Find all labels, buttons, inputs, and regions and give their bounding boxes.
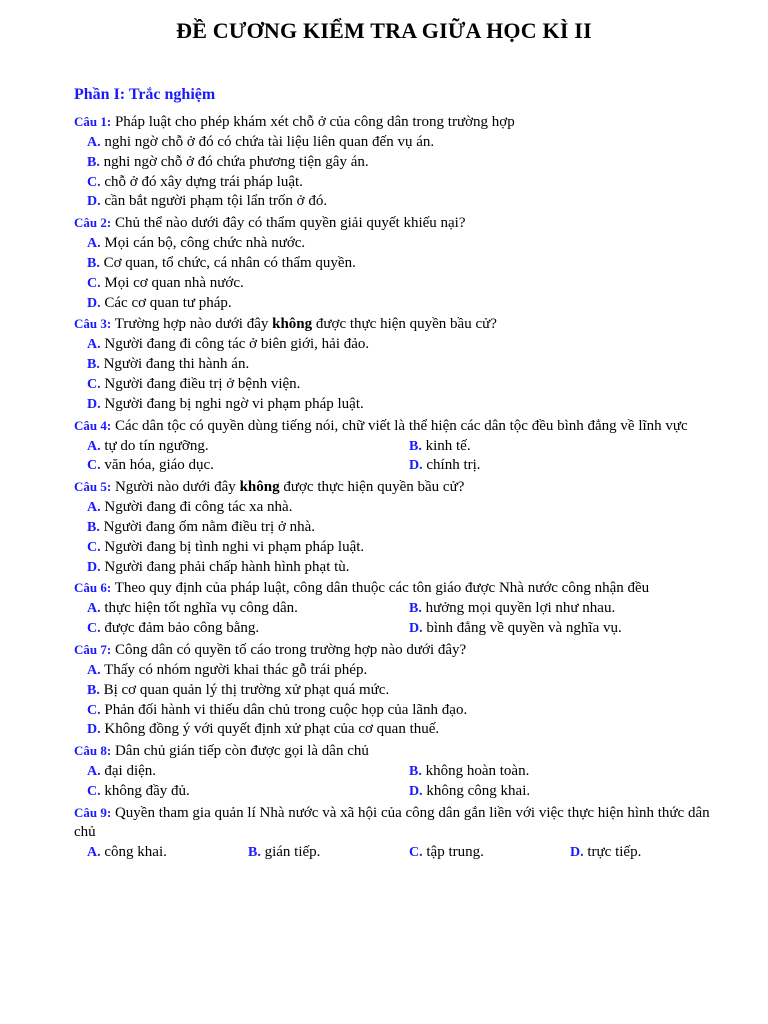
question-text [74, 640, 734, 660]
option-label: B. [409, 438, 422, 454]
answer-option-d [87, 720, 439, 740]
option-text: được đảm bảo công bằng. [104, 620, 260, 637]
answer-options [87, 762, 734, 802]
question-label: Câu 8: [74, 743, 112, 759]
option-text: tập trung. [426, 843, 484, 860]
option-row [87, 619, 734, 639]
answer-options [87, 661, 734, 740]
answer-options [87, 437, 734, 477]
option-label: A. [87, 662, 101, 678]
question-label: Câu 3: [74, 316, 112, 332]
option-text: Các cơ quan tư pháp. [104, 294, 232, 311]
option-text: tự do tín ngưỡng. [104, 437, 209, 454]
option-text: Người đang đi công tác xa nhà. [104, 499, 293, 516]
answer-options [87, 335, 734, 414]
option-label: C. [87, 275, 101, 291]
question-4 [74, 416, 734, 477]
question-stem: Dân chủ gián tiếp còn được gọi là dân chủ [114, 743, 369, 760]
option-text: Người đang thi hành án. [103, 356, 250, 373]
option-label: D. [570, 844, 584, 860]
option-text: Người đang ốm nằm điều trị ở nhà. [103, 518, 316, 535]
question-stem-start: Người nào dưới đây [114, 479, 236, 496]
question-3 [74, 314, 734, 414]
option-row [87, 192, 734, 212]
answer-option-c [87, 619, 409, 639]
option-row [87, 558, 734, 578]
option-text: cần bắt người phạm tội lẩn trốn ở đó. [104, 193, 328, 210]
answer-option-c [87, 456, 409, 476]
option-label: B. [409, 601, 422, 617]
question-text [74, 578, 734, 598]
option-row [87, 133, 734, 153]
option-label: C. [87, 702, 101, 718]
option-row [87, 538, 734, 558]
option-text: Người đang bị nghi ngờ vi phạm pháp luật. [104, 395, 364, 412]
question-text [74, 477, 734, 497]
question-label: Câu 2: [74, 215, 112, 231]
option-row [87, 274, 734, 294]
option-row [87, 720, 734, 740]
option-label: B. [87, 519, 100, 535]
option-text: bình đẳng về quyền và nghĩa vụ. [426, 620, 622, 637]
option-label: D. [87, 722, 101, 738]
answer-option-c [87, 375, 300, 395]
answer-option-a [87, 498, 292, 518]
question-stem: Quyền tham gia quản lí Nhà nước và xã hội của công dân gắn liền với việc thực hiện hình thức dân chủ [74, 804, 710, 840]
option-label: D. [409, 458, 423, 474]
question-label: Câu 6: [74, 580, 112, 596]
question-text [74, 314, 734, 334]
option-label: B. [248, 844, 261, 860]
question-text [74, 416, 734, 436]
section-title: Phần I: Trắc nghiệm [74, 86, 216, 103]
answer-option-c [87, 538, 364, 558]
answer-options [87, 498, 734, 577]
option-label: C. [87, 539, 101, 555]
answer-option-a [87, 762, 409, 782]
option-row [87, 661, 734, 681]
option-row [87, 294, 734, 314]
option-label: B. [87, 255, 100, 271]
answer-option-d [570, 843, 731, 863]
answer-options [87, 843, 734, 863]
option-row [87, 375, 734, 395]
option-text: đại diện. [104, 763, 157, 780]
question-8 [74, 741, 734, 802]
question-text [74, 741, 734, 761]
option-label: D. [409, 783, 423, 799]
option-row [87, 701, 734, 721]
option-row [87, 254, 734, 274]
question-stem: Các dân tộc có quyền dùng tiếng nói, chữ viết là thể hiện các dân tộc đều bình đẳng về lĩnh vực [114, 417, 688, 434]
option-label: A. [87, 500, 101, 516]
question-stem: Chủ thể nào dưới đây có thẩm quyền giải quyết khiếu nại? [114, 215, 466, 232]
option-label: C. [87, 174, 101, 190]
option-text: chính trị. [426, 457, 481, 474]
question-label: Câu 5: [74, 479, 112, 495]
answer-option-a [87, 661, 367, 681]
option-text: Thấy có nhóm người khai thác gỗ trái phép. [104, 661, 368, 678]
question-stem-end: được thực hiện quyền bầu cử? [283, 479, 465, 496]
option-row [87, 456, 734, 476]
option-row [87, 681, 734, 701]
option-text: Người đang phải chấp hành hình phạt tù. [104, 558, 350, 575]
option-text: Người đang điều trị ở bệnh viện. [104, 375, 301, 392]
option-row [87, 437, 734, 457]
option-label: D. [87, 396, 101, 412]
question-stem-start: Trường hợp nào dưới đây [114, 316, 269, 333]
option-text: văn hóa, giáo dục. [104, 457, 214, 474]
answer-option-b [87, 254, 356, 274]
answer-option-b [409, 599, 731, 619]
question-stem-emphasis: không [272, 316, 313, 333]
answer-option-a [87, 599, 409, 619]
option-text: không đầy đủ. [104, 782, 190, 799]
option-label: D. [87, 559, 101, 575]
option-text: Mọi cán bộ, công chức nhà nước. [104, 235, 306, 252]
option-label: B. [87, 357, 100, 373]
option-text: nghi ngờ chỗ ở đó có chứa tài liệu liên quan đến vụ án. [104, 134, 435, 150]
answer-option-d [87, 294, 232, 314]
option-label: A. [87, 438, 101, 454]
option-label: C. [87, 376, 101, 392]
option-text: thực hiện tốt nghĩa vụ công dân. [104, 600, 298, 617]
answer-option-c [87, 701, 467, 721]
answer-option-b [248, 843, 409, 863]
option-text: kinh tế. [425, 437, 471, 454]
option-row [87, 843, 734, 863]
question-stem: Công dân có quyền tố cáo trong trường hợp nào dưới đây? [114, 641, 467, 658]
answer-option-a [87, 133, 434, 153]
answer-option-a [87, 234, 305, 254]
answer-options [87, 234, 734, 313]
option-label: A. [87, 135, 101, 150]
option-row [87, 782, 734, 802]
option-label: C. [409, 844, 423, 860]
question-7 [74, 640, 734, 740]
option-text: Người đang đi công tác ở biên giới, hải đảo. [104, 336, 370, 353]
answer-option-a [87, 437, 409, 457]
question-stem-end: được thực hiện quyền bầu cử? [315, 316, 497, 333]
answer-option-d [87, 192, 327, 212]
question-list [74, 112, 734, 863]
option-label: D. [87, 295, 101, 311]
option-label: D. [87, 194, 101, 210]
option-row [87, 498, 734, 518]
answer-options [87, 599, 734, 639]
answer-option-a [87, 335, 369, 355]
option-text: không công khai. [426, 782, 531, 799]
option-label: A. [87, 601, 101, 617]
option-row [87, 355, 734, 375]
option-text: hưởng mọi quyền lợi như nhau. [425, 600, 616, 617]
answer-option-c [87, 173, 303, 193]
option-label: C. [87, 458, 101, 474]
question-5 [74, 477, 734, 577]
option-label: D. [409, 621, 423, 637]
option-row [87, 518, 734, 538]
option-label: C. [87, 621, 101, 637]
option-label: C. [87, 783, 101, 799]
question-1 [74, 112, 734, 212]
option-text: không hoàn toàn. [425, 763, 530, 780]
option-text: nghi ngờ chỗ ở đó chứa phương tiện gây án. [103, 153, 369, 170]
question-stem-emphasis: không [239, 479, 280, 496]
answer-option-b [87, 681, 389, 701]
option-row [87, 173, 734, 193]
question-2 [74, 213, 734, 313]
question-stem: Pháp luật cho phép khám xét chỗ ở của công dân trong trường hợp [114, 114, 515, 130]
option-label: B. [409, 764, 422, 780]
question-text [74, 213, 734, 233]
option-text: Bị cơ quan quản lý thị trường xử phạt quá mức. [103, 681, 390, 698]
option-text: Người đang bị tình nghi vi phạm pháp luật. [104, 538, 365, 555]
answer-option-d [409, 619, 731, 639]
option-text: chỗ ở đó xây dựng trái pháp luật. [104, 173, 303, 190]
option-text: Phản đối hành vi thiếu dân chủ trong cuộc họp của lãnh đạo. [104, 701, 468, 718]
question-label: Câu 9: [74, 804, 112, 820]
answer-option-c [87, 782, 409, 802]
option-text: Cơ quan, tổ chức, cá nhân có thẩm quyền. [103, 254, 356, 271]
option-row [87, 234, 734, 254]
answer-option-b [409, 762, 731, 782]
answer-options [87, 133, 734, 212]
answer-option-a [87, 843, 248, 863]
question-stem: Theo quy định của pháp luật, công dân thuộc các tôn giáo được Nhà nước công nhận đều [114, 580, 650, 597]
question-6 [74, 578, 734, 639]
question-9 [74, 803, 734, 863]
question-text [74, 803, 734, 842]
question-text [74, 112, 734, 132]
option-label: B. [87, 682, 100, 698]
option-row [87, 395, 734, 415]
answer-option-c [409, 843, 570, 863]
answer-option-b [87, 355, 249, 375]
answer-option-d [409, 456, 731, 476]
question-label: Câu 1: [74, 114, 112, 129]
option-text: trực tiếp. [587, 843, 642, 860]
option-row [87, 153, 734, 173]
option-row [87, 762, 734, 782]
answer-option-d [409, 782, 731, 802]
option-label: B. [87, 154, 100, 170]
answer-option-d [87, 395, 364, 415]
option-label: A. [87, 337, 101, 353]
answer-option-c [87, 274, 244, 294]
option-row [87, 335, 734, 355]
question-label: Câu 4: [74, 417, 112, 433]
option-label: A. [87, 844, 101, 860]
option-text: gián tiếp. [264, 843, 321, 860]
option-text: Mọi cơ quan nhà nước. [104, 274, 244, 291]
option-text: công khai. [104, 843, 167, 860]
option-text: Không đồng ý với quyết định xử phạt của cơ quan thuế. [104, 721, 440, 738]
option-label: A. [87, 764, 101, 780]
answer-option-b [87, 153, 369, 173]
option-row [87, 599, 734, 619]
option-label: A. [87, 236, 101, 252]
answer-option-d [87, 558, 350, 578]
page-title: ĐỀ CƯƠNG KIỂM TRA GIỮA HỌC KÌ II [176, 18, 592, 43]
answer-option-b [409, 437, 731, 457]
answer-option-b [87, 518, 315, 538]
question-label: Câu 7: [74, 641, 112, 657]
